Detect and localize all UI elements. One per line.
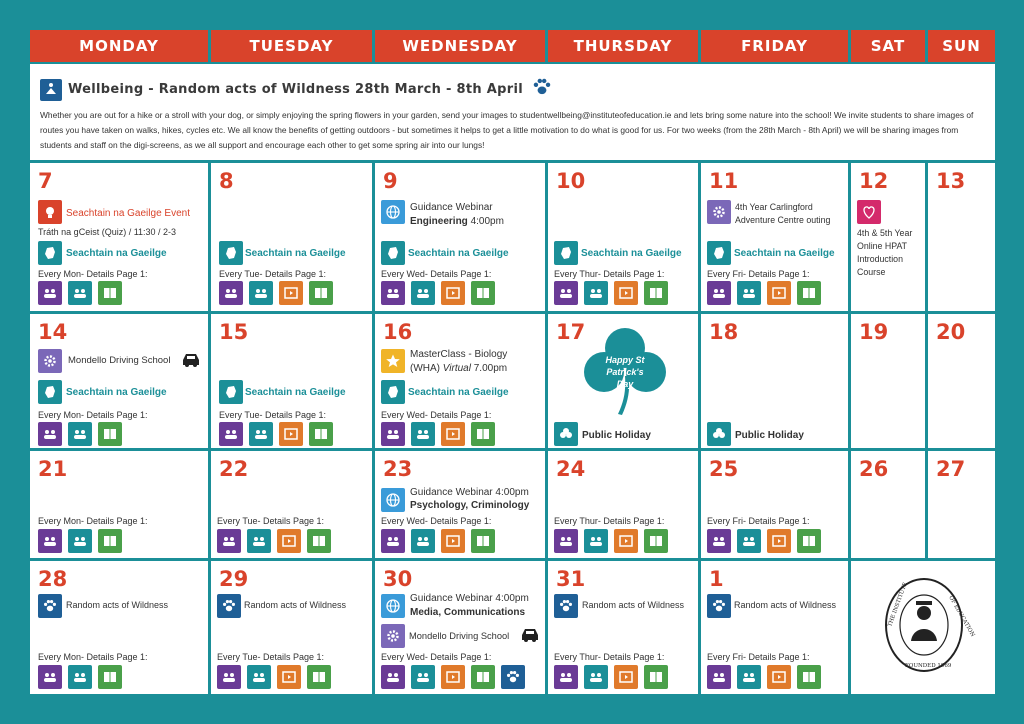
book-icon[interactable] [309, 422, 333, 446]
group-icon[interactable] [737, 281, 761, 305]
day-cell-22[interactable] [211, 451, 372, 558]
details-text: Every Thur- Details Page 1: [554, 269, 665, 279]
day-cell-15[interactable] [211, 314, 372, 448]
day-cell-23[interactable] [375, 451, 545, 558]
details-text: Every Fri- Details Page 1: [707, 269, 810, 279]
ireland-map-icon [38, 241, 62, 265]
event-label: Public Holiday [735, 430, 804, 441]
people-icon[interactable] [381, 281, 405, 305]
event-label: Seachtain na Gaeilge [581, 248, 682, 259]
group-icon[interactable] [411, 422, 435, 446]
people-icon[interactable] [38, 665, 62, 689]
details-text: Every Fri- Details Page 1: [707, 652, 810, 662]
date-number: 20 [936, 320, 966, 344]
people-icon[interactable] [381, 665, 405, 689]
event-label: Public Holiday [582, 430, 651, 441]
book-icon[interactable] [797, 529, 821, 553]
group-icon[interactable] [411, 281, 435, 305]
people-icon[interactable] [38, 529, 62, 553]
svg-text:FOUNDED 1969: FOUNDED 1969 [905, 663, 952, 669]
shamrock-small-icon [554, 422, 578, 446]
ireland-map-icon [219, 241, 243, 265]
event-label: Guidance Webinar 4:00pm [410, 593, 529, 604]
book-icon[interactable] [98, 422, 122, 446]
gear-icon [381, 624, 405, 648]
event-subject: Psychology, Criminology [410, 500, 530, 511]
group-icon[interactable] [411, 665, 435, 689]
date-number: 18 [709, 320, 739, 344]
event-subject: (WHA) Virtual 7.00pm [410, 363, 508, 374]
lightbulb-icon [38, 200, 62, 224]
people-icon[interactable] [217, 529, 241, 553]
car-icon [519, 626, 541, 649]
video-icon[interactable] [614, 529, 638, 553]
video-icon[interactable] [279, 422, 303, 446]
group-icon[interactable] [68, 281, 92, 305]
shamrock-small-icon [707, 422, 731, 446]
event-label: 4th Year Carlingford Adventure Centre outing [735, 202, 831, 225]
date-number: 30 [383, 567, 413, 591]
book-icon[interactable] [644, 665, 668, 689]
day-cell-27[interactable] [928, 451, 995, 558]
date-number: 12 [859, 169, 889, 193]
banner-title: Wellbeing - Random acts of Wildness 28th March - 8th April [68, 82, 523, 97]
date-number: 11 [709, 169, 739, 193]
video-icon[interactable] [441, 665, 465, 689]
people-icon[interactable] [219, 281, 243, 305]
event-label: Mondello Driving School [68, 355, 171, 366]
event-label: Random acts of Wildness [734, 600, 837, 610]
header-monday: MONDAY [30, 30, 208, 62]
book-icon[interactable] [98, 281, 122, 305]
header-wednesday: WEDNESDAY [375, 30, 545, 62]
book-icon[interactable] [797, 665, 821, 689]
day-cell-25[interactable] [701, 451, 848, 558]
group-icon[interactable] [68, 422, 92, 446]
people-icon[interactable] [707, 281, 731, 305]
details-text: Every Tue- Details Page 1: [219, 269, 327, 279]
date-number: 16 [383, 320, 413, 344]
globe-icon [381, 488, 405, 512]
book-icon[interactable] [471, 281, 495, 305]
group-icon[interactable] [247, 529, 271, 553]
group-icon[interactable] [249, 422, 273, 446]
event-label: Guidance Webinar [410, 202, 493, 213]
date-number: 31 [556, 567, 586, 591]
details-text: Every Mon- Details Page 1: [38, 652, 148, 662]
day-cell-24[interactable] [548, 451, 698, 558]
ireland-map-icon [38, 380, 62, 404]
event-label: Random acts of Wildness [244, 600, 347, 610]
video-icon[interactable] [441, 422, 465, 446]
ireland-map-icon [554, 241, 578, 265]
book-icon[interactable] [307, 665, 331, 689]
date-number: 22 [219, 457, 249, 481]
event-label: Seachtain na Gaeilge [245, 387, 346, 398]
header-friday: FRIDAY [701, 30, 848, 62]
event-label: Seachtain na Gaeilge [245, 248, 346, 259]
paw-icon [217, 594, 241, 618]
institute-logo [883, 575, 976, 675]
star-icon [381, 349, 405, 373]
people-icon[interactable] [554, 665, 578, 689]
globe-icon [381, 200, 405, 224]
event-label: 4th & 5th Year Online HPAT Introduction Course [857, 228, 913, 277]
date-number: 26 [859, 457, 889, 481]
event-label: Seachtain na Gaeilge [408, 387, 509, 398]
video-icon[interactable] [767, 281, 791, 305]
event-label: Seachtain na Gaeilge [66, 248, 167, 259]
details-text: Every Tue- Details Page 1: [219, 410, 327, 420]
day-cell-28[interactable] [30, 561, 208, 694]
car-icon [180, 351, 202, 374]
date-number: 23 [383, 457, 413, 481]
date-number: 29 [219, 567, 249, 591]
event-label: Seachtain na Gaeilge [66, 387, 167, 398]
book-icon[interactable] [98, 529, 122, 553]
day-cell-1[interactable] [701, 561, 848, 694]
date-number: 15 [219, 320, 249, 344]
svg-text:OF EDUCATION: OF EDUCATION [947, 595, 976, 638]
group-icon[interactable] [249, 281, 273, 305]
group-icon[interactable] [737, 665, 761, 689]
date-number: 19 [859, 320, 889, 344]
details-text: Every Wed- Details Page 1: [381, 516, 492, 526]
date-number: 24 [556, 457, 586, 481]
day-cell-31[interactable] [548, 561, 698, 694]
day-cell-8[interactable] [211, 163, 372, 311]
ireland-map-icon [381, 380, 405, 404]
details-text: Every Mon- Details Page 1: [38, 516, 148, 526]
book-icon[interactable] [98, 665, 122, 689]
event-label: Guidance Webinar 4:00pm [410, 487, 529, 498]
event-detail: Tráth na gCeist (Quiz) / 11:30 / 2-3 [38, 227, 177, 237]
people-icon[interactable] [38, 281, 62, 305]
book-icon[interactable] [471, 529, 495, 553]
day-cell-20[interactable] [928, 314, 995, 448]
paw-icon [38, 594, 62, 618]
event-label: Random acts of Wildness [66, 600, 169, 610]
date-number: 8 [219, 169, 234, 193]
people-icon[interactable] [381, 422, 405, 446]
paw-icon [707, 594, 731, 618]
ireland-map-icon [707, 241, 731, 265]
event-label: MasterClass - Biology [410, 349, 508, 360]
paw-icon [531, 76, 553, 103]
meditation-icon [40, 79, 62, 101]
date-number: 10 [556, 169, 586, 193]
paw-icon[interactable] [501, 665, 525, 689]
group-icon[interactable] [584, 529, 608, 553]
video-icon[interactable] [614, 665, 638, 689]
video-icon[interactable] [277, 665, 301, 689]
video-icon[interactable] [441, 529, 465, 553]
people-icon[interactable] [707, 529, 731, 553]
gear-icon [707, 200, 731, 224]
day-cell-26[interactable] [851, 451, 925, 558]
header-tuesday: TUESDAY [211, 30, 372, 62]
svg-text:THE INSTITUTE: THE INSTITUTE [887, 581, 909, 628]
video-icon[interactable] [441, 281, 465, 305]
people-icon[interactable] [554, 529, 578, 553]
book-icon[interactable] [797, 281, 821, 305]
details-text: Every Wed- Details Page 1: [381, 269, 492, 279]
details-text: Every Wed- Details Page 1: [381, 652, 492, 662]
event-label: Seachtain na Gaeilge Event [66, 208, 190, 219]
day-cell-19[interactable] [851, 314, 925, 448]
date-number: 9 [383, 169, 398, 193]
people-icon[interactable] [217, 665, 241, 689]
day-cell-17[interactable] [548, 314, 698, 448]
day-cell-30[interactable] [375, 561, 545, 694]
people-icon[interactable] [219, 422, 243, 446]
date-number: 7 [38, 169, 53, 193]
st-patricks-label: Happy St Patrick's Day [605, 355, 645, 389]
header-sat: SAT [851, 30, 925, 62]
ireland-map-icon [219, 380, 243, 404]
day-cell-13[interactable] [928, 163, 995, 311]
people-icon[interactable] [38, 422, 62, 446]
group-icon[interactable] [411, 529, 435, 553]
people-icon[interactable] [381, 529, 405, 553]
header-sun: SUN [928, 30, 995, 62]
book-icon[interactable] [471, 665, 495, 689]
people-icon[interactable] [554, 281, 578, 305]
date-number: 17 [556, 320, 586, 344]
details-text: Every Fri- Details Page 1: [707, 516, 810, 526]
event-subject: Engineering 4:00pm [410, 216, 504, 227]
wellbeing-banner [30, 64, 995, 160]
video-icon[interactable] [277, 529, 301, 553]
details-text: Every Tue- Details Page 1: [217, 652, 325, 662]
paw-icon [554, 594, 578, 618]
date-number: 28 [38, 567, 68, 591]
day-cell-21[interactable] [30, 451, 208, 558]
details-text: Every Mon- Details Page 1: [38, 410, 148, 420]
event-subject: Media, Communications [410, 607, 526, 618]
group-icon[interactable] [247, 665, 271, 689]
gear-icon [38, 349, 62, 373]
details-text: Every Thur- Details Page 1: [554, 516, 665, 526]
date-number: 13 [936, 169, 966, 193]
group-icon[interactable] [68, 665, 92, 689]
heart-icon [857, 200, 881, 224]
date-number: 1 [709, 567, 724, 591]
details-text: Every Thur- Details Page 1: [554, 652, 665, 662]
book-icon[interactable] [644, 529, 668, 553]
book-icon[interactable] [471, 422, 495, 446]
banner-body: Whether you are out for a hike or a stroll with your dog, or simply enjoying the spring flowers in your garden, send your images to studentwellbeing@instituteofeducation.ie and lets bring some nature into the school! We invite students to share images of routes you have taken on walks, hikes, cycles etc. We all know the benefits of getting outdoors - but sometimes it helps to get a little motivation to do what is good for us. For two weeks (from the 28th March - 8th April) we will be sharing images from students and staff on the digi-screens, as we all support and encourage each other to get some spring air into our lungs! [40, 110, 974, 150]
logo-cell [851, 561, 995, 694]
date-number: 21 [38, 457, 68, 481]
group-icon[interactable] [68, 529, 92, 553]
event-label: Seachtain na Gaeilge [734, 248, 835, 259]
group-icon[interactable] [737, 529, 761, 553]
day-cell-29[interactable] [211, 561, 372, 694]
video-icon[interactable] [279, 281, 303, 305]
people-icon[interactable] [707, 665, 731, 689]
video-icon[interactable] [767, 665, 791, 689]
book-icon[interactable] [307, 529, 331, 553]
date-number: 25 [709, 457, 739, 481]
day-cell-9[interactable] [375, 163, 545, 311]
video-icon[interactable] [767, 529, 791, 553]
event-label: Mondello Driving School [409, 631, 510, 641]
book-icon[interactable] [644, 281, 668, 305]
details-text: Every Mon- Details Page 1: [38, 269, 148, 279]
day-cell-7[interactable] [30, 163, 208, 311]
day-cell-10[interactable] [548, 163, 698, 311]
globe-icon [381, 594, 405, 618]
day-cell-14[interactable] [30, 314, 208, 448]
group-icon[interactable] [584, 281, 608, 305]
book-icon[interactable] [309, 281, 333, 305]
event-label: Seachtain na Gaeilge [408, 248, 509, 259]
details-text: Every Wed- Details Page 1: [381, 410, 492, 420]
date-number: 27 [936, 457, 966, 481]
video-icon[interactable] [614, 281, 638, 305]
day-cell-11[interactable] [701, 163, 848, 311]
header-thursday: THURSDAY [548, 30, 698, 62]
day-cell-12[interactable] [851, 163, 925, 311]
day-cell-18[interactable] [701, 314, 848, 448]
day-cell-16[interactable] [375, 314, 545, 448]
event-label: Random acts of Wildness [582, 600, 685, 610]
group-icon[interactable] [584, 665, 608, 689]
details-text: Every Tue- Details Page 1: [217, 516, 325, 526]
ireland-map-icon [381, 241, 405, 265]
date-number: 14 [38, 320, 68, 344]
